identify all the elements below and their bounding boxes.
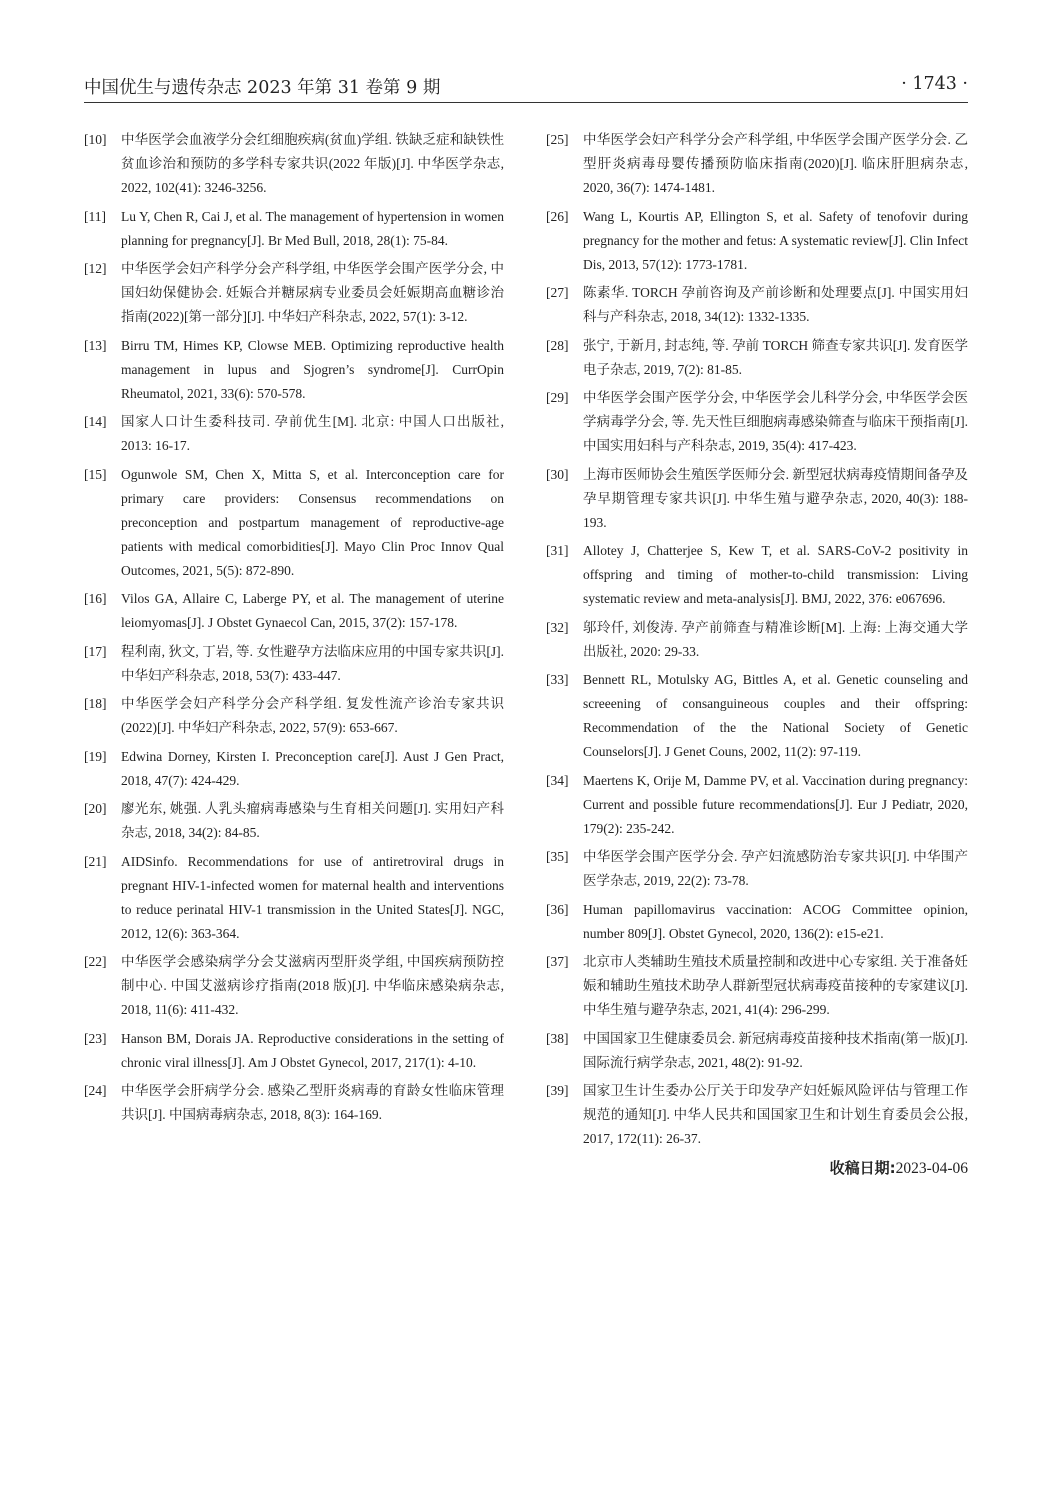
reference-text: 中华医学会妇产科学分会产科学组. 复发性流产诊治专家共识(2022)[J]. 中华妇产科杂志, 2022, 57(9): 653-667. <box>121 696 504 735</box>
reference-text: 邬玲仟, 刘俊涛. 孕产前筛查与精准诊断[M]. 上海: 上海交通大学出版社, 2020: 29-33. <box>583 619 968 659</box>
reference-text: Ogunwole SM, Chen X, Mitta S, et al. Interconception care for primary care providers: Consensus recommendations on preconception and postpartum management of reproductive-age patients with medical comorbidities[J]. Mayo Clin Proc Innov Qual Outcomes, 2021, 5(5): 872-890. <box>121 466 504 578</box>
reference-number: [38] <box>546 1030 569 1046</box>
reference-number: [23] <box>84 1030 107 1046</box>
reference-text: AIDSinfo. Recommendations for use of antiretroviral drugs in pregnant HIV-1-infected women for maternal health and interventions to reduce perinatal HIV-1 transmission in the United States[J]. NGC, 2012, 12(6): 363-364. <box>121 853 504 941</box>
received-date-value: 2023-04-06 <box>895 1160 968 1177</box>
reference-text: 程利南, 狄文, 丁岩, 等. 女性避孕方法临床应用的中国专家共识[J]. 中华妇产科杂志, 2018, 53(7): 433-447. <box>121 643 504 683</box>
reference-item <box>84 587 504 635</box>
reference-text: 中华医学会感染病学分会艾滋病丙型肝炎学组, 中国疾病预防控制中心. 中国艾滋病诊疗指南(2018 版)[J]. 中华临床感染病杂志, 2018, 11(6): 411-432. <box>121 954 504 1017</box>
reference-item <box>84 410 504 458</box>
reference-number: [22] <box>84 954 107 969</box>
reference-item <box>546 334 968 382</box>
reference-number: [18] <box>84 696 107 711</box>
reference-text: 国家卫生计生委办公厅关于印发孕产妇妊娠风险评估与管理工作规范的通知[J]. 中华人民共和国国家卫生和计划生育委员会公报, 2017, 172(11): 26-37. <box>583 1083 968 1146</box>
reference-number: [27] <box>546 285 569 300</box>
reference-text: Maertens K, Orije M, Damme PV, et al. Vaccination during pregnancy: Current and possible future recommendations[J]. Eur J Pediatr, 2020, 179(2): 235-242. <box>583 772 968 836</box>
reference-item <box>546 386 968 458</box>
reference-text: 中华医学会围产医学分会, 中华医学会儿科学分会, 中华医学会医学病毒学分会, 等. 先天性巨细胞病毒感染筛查与临床干预指南[J]. 中国实用妇科与产科杂志, 2019, 35(4): 417-423. <box>583 390 968 453</box>
reference-item <box>546 1027 968 1075</box>
reference-number: [35] <box>546 849 569 864</box>
reference-text: Birru TM, Himes KP, Clowse MEB. Optimizing reproductive health management in lupus and Sjogren’s syndrome[J]. CurrOpin Rheumatol, 2021, 33(6): 570-578. <box>121 337 504 401</box>
reference-number: [19] <box>84 748 107 764</box>
reference-number: [20] <box>84 801 107 816</box>
reference-number: [21] <box>84 853 107 869</box>
reference-item <box>546 950 968 1022</box>
reference-item <box>546 128 968 200</box>
reference-item <box>84 950 504 1022</box>
reference-text: 中华医学会肝病学分会. 感染乙型肝炎病毒的育龄女性临床管理共识[J]. 中国病毒病杂志, 2018, 8(3): 164-169. <box>121 1083 504 1122</box>
reference-text: 廖光东, 姚强. 人乳头瘤病毒感染与生育相关问题[J]. 实用妇产科杂志, 2018, 34(2): 84-85. <box>121 801 504 840</box>
reference-item <box>84 334 504 406</box>
reference-number: [24] <box>84 1083 107 1098</box>
reference-number: [17] <box>84 643 107 659</box>
reference-text: 北京市人类辅助生殖技术质量控制和改进中心专家组. 关于准备妊娠和辅助生殖技术助孕人群新型冠状病毒疫苗接种的专家建议[J]. 中华生殖与避孕杂志, 2021, 41(4): 296-299. <box>583 954 968 1017</box>
reference-text: Lu Y, Chen R, Cai J, et al. The management of hypertension in women planning for pregnancy[J]. Br Med Bull, 2018, 28(1): 75-84. <box>121 208 504 248</box>
reference-item <box>546 668 968 764</box>
reference-item <box>84 640 504 688</box>
reference-number: [29] <box>546 390 569 405</box>
reference-item <box>84 850 504 946</box>
reference-number: [39] <box>546 1083 569 1098</box>
reference-number: [15] <box>84 466 107 482</box>
reference-number: [26] <box>546 208 569 224</box>
reference-item <box>546 281 968 329</box>
reference-item <box>546 898 968 946</box>
reference-number: [25] <box>546 132 569 147</box>
reference-text: Hanson BM, Dorais JA. Reproductive considerations in the setting of chronic viral illness[J]. Am J Obstet Gynecol, 2017, 217(1): 4-10. <box>121 1030 504 1070</box>
reference-item <box>84 1027 504 1075</box>
reference-item <box>546 205 968 277</box>
reference-item <box>84 205 504 253</box>
reference-item <box>84 1079 504 1127</box>
reference-item <box>546 463 968 535</box>
reference-item <box>546 616 968 664</box>
reference-item <box>84 745 504 793</box>
reference-item <box>84 692 504 740</box>
reference-text: 上海市医师协会生殖医学医师分会. 新型冠状病毒疫情期间备孕及孕早期管理专家共识[J]. 中华生殖与避孕杂志, 2020, 40(3): 188-193. <box>583 466 968 530</box>
reference-number: [37] <box>546 954 569 969</box>
received-date <box>546 1157 968 1178</box>
reference-number: [36] <box>546 901 569 917</box>
reference-item <box>84 128 504 200</box>
reference-number: [12] <box>84 261 107 276</box>
reference-text: 陈素华. TORCH 孕前咨询及产前诊断和处理要点[J]. 中国实用妇科与产科杂志, 2018, 34(12): 1332-1335. <box>583 285 968 324</box>
reference-text: Wang L, Kourtis AP, Ellington S, et al. Safety of tenofovir during pregnancy for the mother and fetus: A systematic review[J]. Clin Infect Dis, 2013, 57(12): 1773-1781. <box>583 208 968 272</box>
reference-number: [31] <box>546 543 569 558</box>
reference-item <box>84 463 504 583</box>
reference-number: [10] <box>84 132 107 147</box>
reference-text: 张宁, 于新月, 封志纯, 等. 孕前 TORCH 筛查专家共识[J]. 发育医学电子杂志, 2019, 7(2): 81-85. <box>583 337 968 377</box>
reference-number: [32] <box>546 619 569 635</box>
reference-text: 中华医学会血液学分会红细胞疾病(贫血)学组. 铁缺乏症和缺铁性贫血诊治和预防的多学科专家共识(2022 年版)[J]. 中华医学杂志, 2022, 102(41): 3246-3256. <box>121 132 504 195</box>
reference-text: Human papillomavirus vaccination: ACOG Committee opinion, number 809[J]. Obstet Gynecol, 2020, 136(2): e15-e21. <box>583 901 968 941</box>
reference-number: [28] <box>546 337 569 353</box>
reference-item <box>84 797 504 845</box>
reference-text: 中华医学会围产医学分会. 孕产妇流感防治专家共识[J]. 中华围产医学杂志, 2019, 22(2): 73-78. <box>583 849 968 888</box>
reference-item <box>546 539 968 611</box>
journal-title: 中国优生与遗传杂志 2023 年第 31 卷第 9 期 <box>84 78 441 98</box>
reference-item <box>84 257 504 329</box>
reference-number: [16] <box>84 591 107 606</box>
reference-item <box>546 769 968 841</box>
received-date-label: 收稿日期: <box>829 1159 896 1177</box>
reference-number: [30] <box>546 466 569 482</box>
reference-number: [14] <box>84 414 107 429</box>
running-header <box>84 72 968 103</box>
reference-text: 中华医学会妇产科学分会产科学组, 中华医学会围产医学分会, 中国妇幼保健协会. 妊娠合并糖尿病专业委员会妊娠期高血糖诊治指南(2022)[第一部分][J]. 中华妇产科杂志, 2022, 57(1): 3-12. <box>121 261 504 324</box>
reference-text: Edwina Dorney, Kirsten I. Preconception care[J]. Aust J Gen Pract, 2018, 47(7): 424-429. <box>121 748 504 788</box>
reference-number: [34] <box>546 772 569 788</box>
references-right-column <box>546 128 968 1178</box>
reference-text: Allotey J, Chatterjee S, Kew T, et al. SARS-CoV-2 positivity in offspring and timing of mother-to-child transmission: Living systematic review and meta-analysis[J]. BMJ, 2022, 376: e067696. <box>583 543 968 606</box>
reference-text: Vilos GA, Allaire C, Laberge PY, et al. The management of uterine leiomyomas[J]. J Obstet Gynaecol Can, 2015, 37(2): 157-178. <box>121 591 504 630</box>
reference-text: Bennett RL, Motulsky AG, Bittles A, et al. Genetic counseling and screeening of consanguineous couples and their offspring: Recommendation of the the National Society of Genetic Counselors[J]. J Genet Couns, 2002, 11(2): 97-119. <box>583 672 968 759</box>
page-number: · 1743 · <box>901 74 968 94</box>
reference-text: 中国国家卫生健康委员会. 新冠病毒疫苗接种技术指南(第一版)[J]. 国际流行病学杂志, 2021, 48(2): 91-92. <box>583 1030 968 1070</box>
reference-text: 中华医学会妇产科学分会产科学组, 中华医学会围产医学分会. 乙型肝炎病毒母婴传播预防临床指南(2020)[J]. 临床肝胆病杂志, 2020, 36(7): 1474-1481. <box>583 132 968 195</box>
reference-text: 国家人口计生委科技司. 孕前优生[M]. 北京: 中国人口出版社, 2013: 16-17. <box>121 414 504 453</box>
reference-item <box>546 845 968 893</box>
reference-item <box>546 1079 968 1151</box>
reference-number: [13] <box>84 337 107 353</box>
reference-number: [11] <box>84 208 106 224</box>
reference-number: [33] <box>546 672 569 687</box>
references-left-column <box>84 128 504 1132</box>
